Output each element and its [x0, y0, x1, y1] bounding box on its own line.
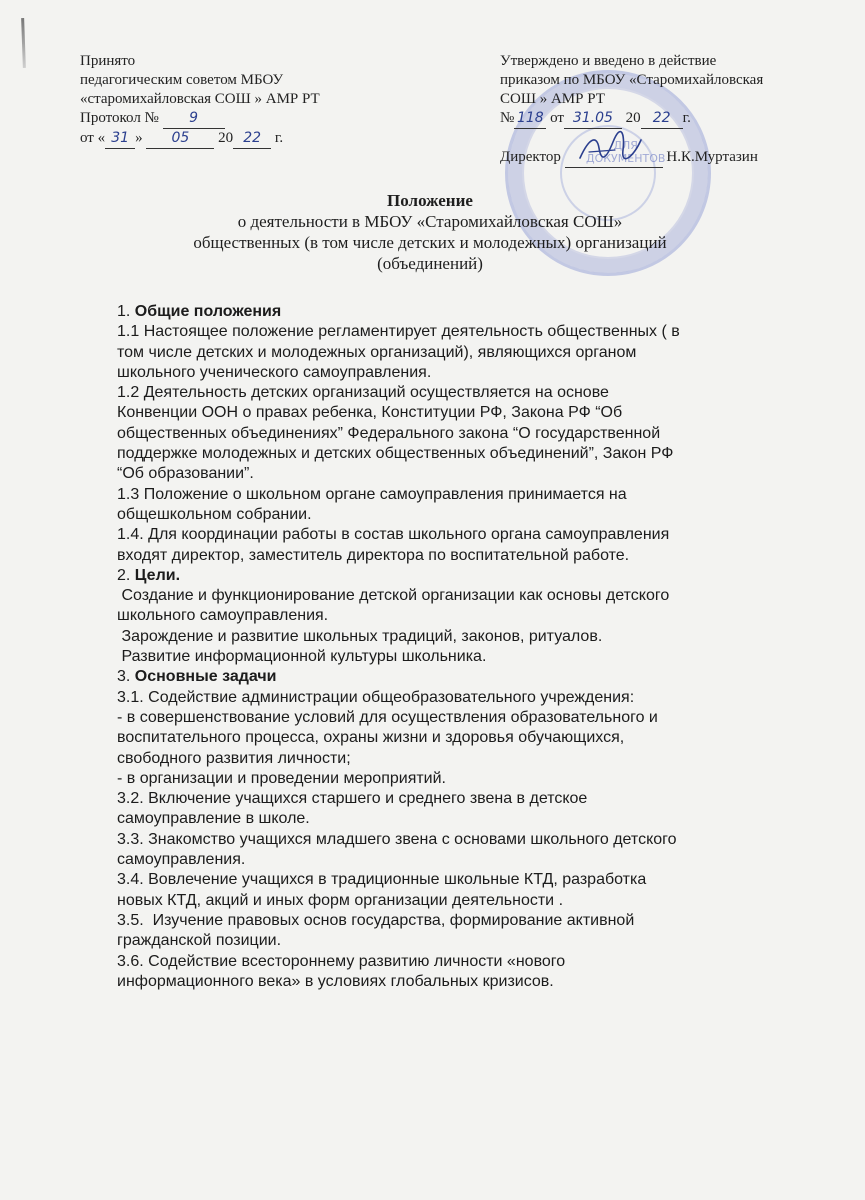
order-date: 31.05 — [564, 109, 622, 129]
scan-artifact — [21, 18, 26, 68]
body-line: Зарождение и развитие школьных традиций, законов, ритуалов. — [117, 627, 603, 645]
title-main: Положение — [387, 191, 473, 210]
adoption-line: Принято — [80, 53, 136, 69]
order-year-end: г. — [682, 110, 691, 126]
document-body — [117, 302, 757, 992]
section-title: Общие положения — [134, 303, 282, 320]
body-line: 1.4. Для координации работы в состав школьного органа самоуправления — [117, 526, 670, 544]
body-line: 3.4. Вовлечение учащихся в традиционные школьные КТД, разработка — [117, 871, 647, 889]
title-line: (объединений) — [377, 254, 483, 273]
section-title: Цели. — [134, 566, 181, 584]
protocol-date-line — [80, 129, 440, 149]
body-line: 3.1. Содействие администрации общеобразовательного учреждения: — [117, 688, 635, 706]
body-line: 3.5. Изучение правовых основ государства, формирование активной — [117, 911, 635, 929]
seal-text-line: ДОКУМЕНТОВ — [586, 152, 666, 165]
body-line: входят директор, заместитель директора по воспитательной работе. — [117, 546, 630, 564]
body-line: Конвенции ООН о правах ребенка, Конституции РФ, Закона РФ “Об — [117, 404, 623, 422]
body-line: Создание и функционирование детской организации как основы детского — [117, 587, 670, 605]
section-number: 1. — [117, 303, 131, 320]
body-line: самоуправления. — [117, 851, 246, 869]
body-line: самоуправление в школе. — [117, 810, 310, 828]
body-line: 1.1 Настоящее положение регламентирует деятельность общественных ( в — [117, 323, 680, 341]
spacer — [500, 129, 845, 148]
protocol-line — [80, 109, 440, 129]
date-day: 31 — [105, 129, 135, 149]
body-line: школьного ученического самоуправления. — [117, 363, 432, 381]
protocol-number: 9 — [163, 109, 225, 129]
section-heading — [117, 302, 757, 322]
order-from: от — [550, 110, 564, 126]
director-name: Н.К.Муртазин — [666, 149, 758, 165]
year-end: г. — [274, 130, 284, 146]
title-line: общественных (в том числе детских и молодежных) организаций — [193, 233, 667, 252]
body-line: свободного развития личности; — [117, 749, 351, 767]
date-quote: » — [135, 130, 143, 146]
body-line: 3.6. Содействие всестороннему развитию личности «нового — [117, 952, 566, 970]
year-prefix: 20 — [218, 130, 234, 146]
section-heading — [117, 566, 757, 586]
section-number: 2. — [117, 566, 131, 584]
body-line: гражданской позиции. — [117, 932, 282, 950]
body-line: 1.2 Деятельность детских организаций осуществляется на основе — [117, 384, 609, 402]
title-line: о деятельности в МБОУ «Старомихайловская СОШ» — [237, 212, 623, 231]
order-year-suffix: 22 — [641, 109, 683, 129]
body-line: воспитательного процесса, охраны жизни и здоровья обучающихся, — [117, 729, 625, 747]
approval-line: Утверждено и введено в действие — [500, 53, 717, 69]
adoption-line: «старомихайловская СОШ » АМР РТ — [80, 91, 320, 107]
order-label: № — [500, 110, 515, 126]
approval-line: СОШ » АМР РТ — [500, 91, 605, 107]
seal-text-line: ДЛЯ — [613, 139, 638, 152]
protocol-label: Протокол № — [80, 110, 159, 126]
director-signature — [575, 128, 645, 168]
date-from-label: от « — [80, 130, 106, 146]
body-line: - в организации и проведении мероприятий. — [117, 769, 446, 787]
body-line: новых КТД, акций и иных форм организации деятельности . — [117, 891, 564, 909]
year-suffix: 22 — [233, 129, 271, 149]
adoption-line: педагогическим советом МБОУ — [80, 72, 284, 88]
body-line: “Об образовании”. — [117, 465, 254, 483]
order-number: 118 — [514, 109, 546, 129]
director-label: Директор — [500, 149, 561, 165]
section-heading — [117, 667, 757, 687]
body-line: общественных объединениях” Федерального закона “О государственной — [117, 424, 661, 442]
approval-line: приказом по МБОУ «Старомихайловская — [500, 72, 764, 88]
body-line: 3.2. Включение учащихся старшего и среднего звена в детское — [117, 790, 588, 808]
section-title: Основные задачи — [134, 668, 277, 686]
body-line: том числе детских и молодежных организаций), являющихся органом — [117, 343, 637, 361]
body-line: 3.3. Знакомство учащихся младшего звена с основами школьного детского — [117, 830, 677, 848]
adoption-block — [80, 52, 440, 149]
body-line: Развитие информационной культуры школьника. — [117, 648, 487, 666]
section-number: 3. — [117, 668, 131, 686]
approval-block — [500, 52, 845, 168]
document-title — [110, 190, 750, 274]
order-line — [500, 109, 845, 129]
body-line: 1.3 Положение о школьном органе самоуправления принимается на — [117, 485, 627, 503]
body-line: поддержке молодежных и детских общественных объединений”, Закон РФ — [117, 445, 674, 463]
body-line: информационного века» в условиях глобальных кризисов. — [117, 972, 554, 990]
director-line — [500, 148, 845, 168]
body-line: общешкольном собрании. — [117, 505, 312, 523]
date-month: 05 — [146, 129, 214, 149]
body-line: - в совершенствование условий для осуществления образовательного и — [117, 708, 658, 726]
order-year-prefix: 20 — [625, 110, 641, 126]
body-line: школьного самоуправления. — [117, 607, 329, 625]
